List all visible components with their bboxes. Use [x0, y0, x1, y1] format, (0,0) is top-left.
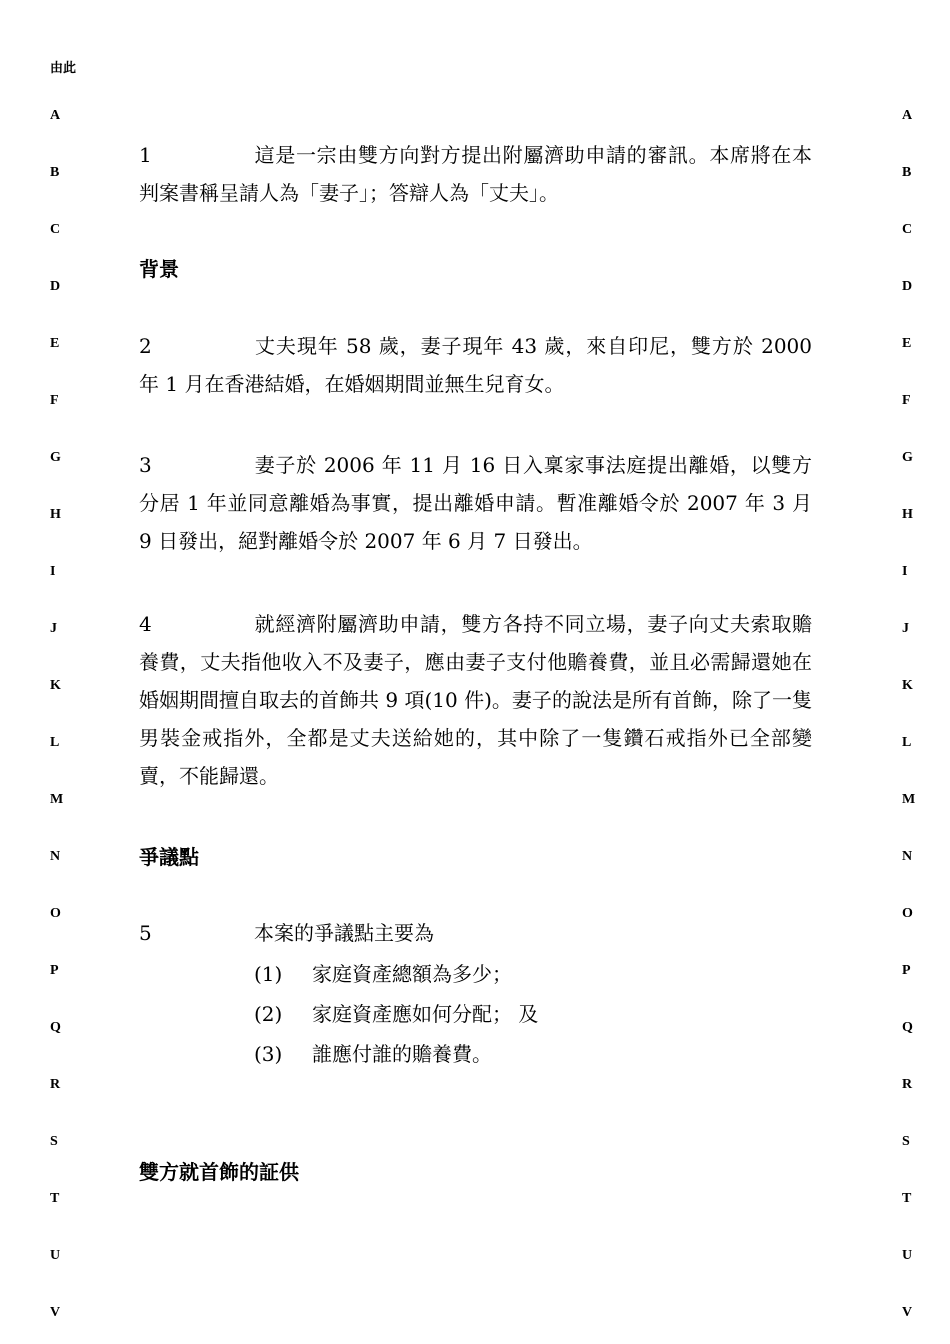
left-margin-letter: E	[50, 336, 60, 351]
heading-background: 背景	[139, 257, 179, 281]
right-margin-letter: S	[902, 1134, 910, 1149]
heading-issues: 爭議點	[139, 845, 199, 869]
paragraph-number: 1	[139, 143, 152, 167]
list-item-marker: (1)	[254, 962, 283, 986]
left-margin-letter: A	[50, 108, 61, 123]
left-margin-letter: B	[50, 165, 60, 180]
right-margin-letter: Q	[902, 1020, 913, 1035]
document-header-mark: 由此	[50, 61, 77, 76]
left-margin-letter: V	[50, 1305, 61, 1320]
right-margin-letter: T	[902, 1191, 912, 1206]
right-margin-letter: H	[902, 507, 913, 522]
right-margin-letter: U	[902, 1248, 913, 1263]
left-margin-letter: L	[50, 735, 60, 750]
paragraph-text: 這是一宗由雙方向對方提出附屬濟助申請的審訊。本席將在本判案書稱呈請人為「妻子」；答辯人為「丈夫」。	[139, 143, 812, 205]
paragraph-text: 本案的爭議點主要為	[254, 921, 434, 945]
left-margin-letter: U	[50, 1248, 61, 1263]
left-margin-letter: G	[50, 450, 61, 465]
right-margin-letter: N	[902, 849, 913, 864]
right-margin-letter: P	[902, 963, 911, 978]
paragraph-number: 2	[139, 334, 152, 358]
left-margin-letter: J	[50, 621, 57, 636]
left-margin-letter: S	[50, 1134, 58, 1149]
right-margin-letter: C	[902, 222, 913, 237]
left-margin-letter: K	[50, 678, 61, 693]
paragraph-1	[139, 136, 812, 212]
left-margin-letter: R	[50, 1077, 61, 1092]
list-item-text: 家庭資產總額為多少；	[312, 962, 512, 986]
right-margin-letter: V	[902, 1305, 913, 1320]
paragraph-text: 妻子於 2006 年 11 月 16 日入稟家事法庭提出離婚，以雙方分居 1 年並同意離婚為事實，提出離婚申請。暫准離婚令於 2007 年 3 月 9 日發出，絕對離婚令於 2007 年 6 月 7 日發出。	[139, 453, 812, 553]
right-margin-letter: K	[902, 678, 913, 693]
left-margin-letter: Q	[50, 1020, 61, 1035]
paragraph-2	[139, 327, 812, 403]
left-margin-letter: D	[50, 279, 61, 294]
paragraph-text: 丈夫現年 58 歲，妻子現年 43 歲，來自印尼，雙方於 2000 年 1 月在香港結婚，在婚姻期間並無生兒育女。	[139, 334, 812, 396]
right-margin-letter: O	[902, 906, 913, 921]
right-margin-letter: G	[902, 450, 913, 465]
issue-list	[254, 954, 538, 1074]
paragraph-number: 4	[139, 612, 152, 636]
paragraph-3	[139, 446, 812, 560]
left-margin-letter: O	[50, 906, 61, 921]
right-margin-letter: I	[902, 564, 908, 579]
right-margin-letter: F	[902, 393, 911, 408]
right-margin-letter: J	[902, 621, 909, 636]
right-margin-letter: E	[902, 336, 912, 351]
paragraph-number: 3	[139, 453, 152, 477]
right-margin-letter: B	[902, 165, 912, 180]
left-margin-letter: P	[50, 963, 59, 978]
left-margin-letter: N	[50, 849, 61, 864]
list-item	[254, 1034, 538, 1074]
heading-jewellery-evidence: 雙方就首飾的証供	[139, 1160, 299, 1184]
left-margin-letter: F	[50, 393, 59, 408]
paragraph-5	[139, 914, 812, 952]
right-margin-letter: D	[902, 279, 913, 294]
list-item-marker: (2)	[254, 1002, 283, 1026]
right-margin-letter: A	[902, 108, 913, 123]
left-margin-letter: I	[50, 564, 56, 579]
left-margin-letter: H	[50, 507, 61, 522]
right-margin-letter: M	[902, 792, 916, 807]
list-item	[254, 994, 538, 1034]
paragraph-4	[139, 605, 812, 795]
right-margin-letter: R	[902, 1077, 913, 1092]
list-item	[254, 954, 538, 994]
paragraph-text: 就經濟附屬濟助申請，雙方各持不同立場，妻子向丈夫索取贍養費，丈夫指他收入不及妻子，應由妻子支付他贍養費，並且必需歸還她在婚姻期間擅自取去的首飾共 9 項(10 件)。妻子的說法是所有首飾，除了一隻男裝金戒指外，全都是丈夫送給她的，其中除了一隻鑽石戒指外已全部變賣，不能歸還。	[139, 612, 812, 788]
list-item-text: 家庭資產應如何分配； 及	[312, 1002, 539, 1026]
list-item-marker: (3)	[254, 1042, 283, 1066]
list-item-text: 誰應付誰的贍養費。	[312, 1042, 492, 1066]
left-margin-letter: M	[50, 792, 64, 807]
left-margin-letter: T	[50, 1191, 60, 1206]
right-margin-letter: L	[902, 735, 912, 750]
paragraph-number: 5	[139, 921, 152, 945]
left-margin-letter: C	[50, 222, 61, 237]
